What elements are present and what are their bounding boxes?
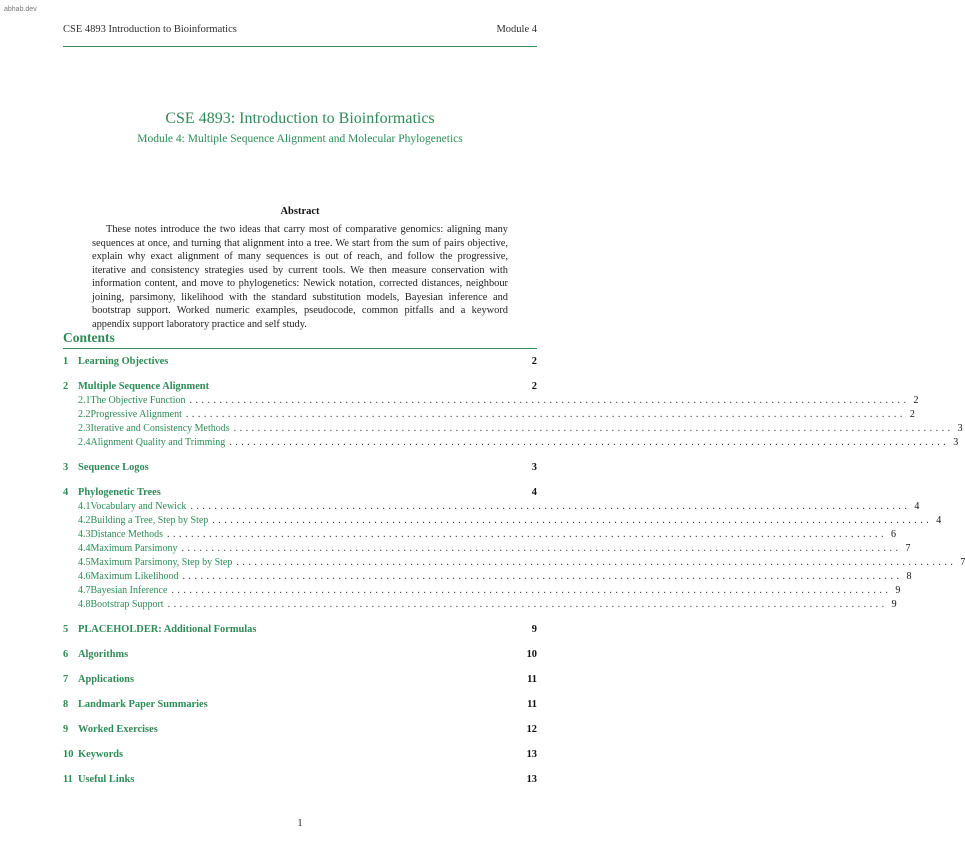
document-title: CSE 4893: Introduction to Bioinformatics — [165, 110, 435, 127]
toc-section-number: 6 — [63, 649, 69, 660]
toc-subsection-page[interactable]: 4 — [936, 515, 942, 526]
toc-subsection-2.4[interactable] — [63, 437, 959, 451]
toc-subsection-page[interactable]: 4 — [914, 501, 920, 512]
toc-section-label[interactable]: Keywords — [78, 749, 124, 760]
toc-dot-leader: ........................................................................................................................ — [212, 515, 933, 526]
toc-section-number: 5 — [63, 624, 69, 635]
toc-section-number: 9 — [63, 724, 69, 735]
toc-section-4[interactable] — [63, 487, 537, 501]
header-course-title: CSE 4893 Introduction to Bioinformatics — [63, 24, 237, 35]
toc-subsection-label[interactable]: Alignment Quality and Trimming — [90, 437, 226, 448]
toc-subsection-number: 4.7 — [78, 585, 91, 596]
document-subtitle: Module 4: Multiple Sequence Alignment and Molecular Phylogenetics — [137, 133, 463, 145]
toc-subsection-label[interactable]: Building a Tree, Step by Step — [90, 515, 209, 526]
toc-dot-leader: ........................................................................................................................ — [233, 423, 954, 434]
toc-section-number: 4 — [63, 487, 69, 498]
toc-dot-leader: ........................................................................................................................ — [190, 501, 911, 512]
toc-subsection-4.7[interactable] — [63, 585, 901, 599]
toc-subsection-2.1[interactable] — [63, 395, 919, 409]
header-rule — [63, 46, 537, 47]
toc-section-number: 3 — [63, 462, 69, 473]
toc-dot-leader: ........................................................................................................................ — [181, 543, 902, 554]
abstract-text: These notes introduce the two ideas that carry most of comparative genomics: aligning many sequences at once, and turning that alignment into a tree. We start from the sum of pairs objective, explain why exact alignment of many sequences is out of reach, and follow the progressive, iterative and consistency strategies used by current tools. We then measure conservation with information content, and move to phylogenetics: Newick notation, corrected distances, neighbour joining, parsimony, likelihood with the standard substitution models, Bayesian inference and bootstrap support. Worked numeric examples, pseudocode, common pitfalls and a keyword appendix support laboratory practice and self study. — [92, 224, 508, 330]
toc-subsection-page[interactable]: 8 — [906, 571, 912, 582]
toc-subsection-number: 4.3 — [78, 529, 91, 540]
toc-section-1[interactable] — [63, 356, 537, 370]
table-of-contents — [63, 356, 965, 788]
toc-section-page[interactable]: 11 — [527, 699, 537, 710]
toc-section-2[interactable] — [63, 381, 537, 395]
contents-heading: Contents — [63, 330, 115, 345]
toc-dot-leader: ........................................................................................................................ — [229, 437, 950, 448]
page-number: 1 — [297, 818, 303, 829]
toc-subsection-number: 4.5 — [78, 557, 91, 568]
toc-subsection-number: 4.8 — [78, 599, 91, 610]
toc-subsection-number: 4.6 — [78, 571, 91, 582]
toc-dot-leader: ........................................................................................................................ — [189, 395, 910, 406]
toc-subsection-4.8[interactable] — [63, 599, 897, 613]
toc-subsection-label[interactable]: Maximum Parsimony, Step by Step — [90, 557, 233, 568]
toc-section-page[interactable]: 10 — [526, 649, 537, 660]
toc-subsection-label[interactable]: The Objective Function — [90, 395, 186, 406]
toc-section-number: 8 — [63, 699, 69, 710]
toc-section-page[interactable]: 12 — [526, 724, 537, 735]
toc-section-label[interactable]: Worked Exercises — [78, 724, 158, 735]
toc-section-10[interactable] — [63, 749, 537, 763]
toc-section-7[interactable] — [63, 674, 537, 688]
toc-subsection-page[interactable]: 6 — [891, 529, 896, 540]
toc-subsection-label[interactable]: Vocabulary and Newick — [90, 501, 187, 512]
toc-subsection-number: 2.4 — [78, 437, 91, 448]
toc-subsection-4.4[interactable] — [63, 543, 911, 557]
toc-section-9[interactable] — [63, 724, 537, 738]
toc-subsection-label[interactable]: Bootstrap Support — [90, 599, 164, 610]
toc-section-label[interactable]: Phylogenetic Trees — [78, 487, 161, 498]
toc-subsection-number: 2.2 — [78, 409, 91, 420]
toc-dot-leader: ........................................................................................................................ — [171, 585, 892, 596]
toc-section-3[interactable] — [63, 462, 537, 476]
toc-section-number: 10 — [63, 749, 74, 760]
toc-subsection-page[interactable]: 3 — [957, 423, 963, 434]
toc-subsection-2.3[interactable] — [63, 423, 963, 437]
toc-section-label[interactable]: Applications — [78, 674, 135, 685]
toc-section-8[interactable] — [63, 699, 537, 713]
running-header — [63, 24, 537, 38]
toc-section-label[interactable]: Learning Objectives — [78, 356, 169, 367]
toc-subsection-label[interactable]: Maximum Likelihood — [90, 571, 179, 582]
toc-section-label[interactable]: Algorithms — [78, 649, 129, 660]
toc-subsection-page[interactable]: 7 — [960, 557, 965, 568]
toc-section-label[interactable]: Useful Links — [78, 774, 135, 785]
header-module: Module 4 — [496, 24, 537, 35]
watermark: abhab.dev — [4, 6, 37, 13]
toc-dot-leader: ........................................................................................................................ — [185, 409, 906, 420]
toc-section-number: 2 — [63, 381, 69, 392]
toc-section-number: 11 — [63, 774, 73, 785]
toc-section-page[interactable]: 9 — [531, 624, 537, 635]
toc-section-page[interactable]: 2 — [531, 381, 537, 392]
toc-subsection-page[interactable]: 2 — [913, 395, 919, 406]
toc-subsection-page[interactable]: 7 — [905, 543, 911, 554]
toc-subsection-4.3[interactable] — [63, 529, 896, 543]
contents-rule — [63, 348, 537, 349]
toc-section-page[interactable]: 2 — [531, 356, 537, 367]
toc-section-page[interactable]: 13 — [526, 749, 537, 760]
toc-dot-leader: ........................................................................................................................ — [167, 529, 887, 540]
toc-subsection-4.1[interactable] — [63, 501, 920, 515]
toc-subsection-label[interactable]: Progressive Alignment — [90, 409, 182, 420]
toc-subsection-page[interactable]: 3 — [953, 437, 959, 448]
toc-subsection-2.2[interactable] — [63, 409, 915, 423]
toc-section-label[interactable]: Sequence Logos — [78, 462, 149, 473]
toc-section-5[interactable] — [63, 624, 537, 638]
toc-dot-leader: ........................................................................................................................ — [167, 599, 888, 610]
toc-subsection-page[interactable]: 9 — [895, 585, 901, 596]
toc-section-page[interactable]: 3 — [531, 462, 537, 473]
toc-dot-leader: ........................................................................................................................ — [236, 557, 957, 568]
toc-section-6[interactable] — [63, 649, 537, 663]
toc-section-page[interactable]: 11 — [527, 674, 537, 685]
toc-section-label[interactable]: PLACEHOLDER: Additional Formulas — [78, 624, 257, 635]
toc-section-page[interactable]: 13 — [526, 774, 537, 785]
toc-section-11[interactable] — [63, 774, 537, 788]
toc-section-number: 7 — [63, 674, 69, 685]
toc-subsection-4.6[interactable] — [63, 571, 912, 585]
toc-section-label[interactable]: Landmark Paper Summaries — [78, 699, 208, 710]
toc-subsection-number: 4.4 — [78, 543, 91, 554]
toc-section-number: 1 — [63, 356, 69, 367]
toc-subsection-label[interactable]: Iterative and Consistency Methods — [90, 423, 230, 434]
toc-subsection-number: 2.1 — [78, 395, 91, 406]
toc-section-page[interactable]: 4 — [531, 487, 537, 498]
toc-subsection-page[interactable]: 9 — [891, 599, 897, 610]
toc-subsection-page[interactable]: 2 — [909, 409, 915, 420]
toc-subsection-4.5[interactable] — [63, 557, 965, 571]
toc-subsection-number: 2.3 — [78, 423, 91, 434]
toc-subsection-label[interactable]: Bayesian Inference — [90, 585, 168, 596]
abstract-heading: Abstract — [280, 206, 320, 217]
toc-subsection-number: 4.2 — [78, 515, 91, 526]
toc-dot-leader: ........................................................................................................................ — [182, 571, 903, 582]
toc-subsection-4.2[interactable] — [63, 515, 942, 529]
toc-subsection-number: 4.1 — [78, 501, 91, 512]
toc-subsection-label[interactable]: Maximum Parsimony — [90, 543, 178, 554]
toc-subsection-label[interactable]: Distance Methods — [90, 529, 163, 540]
toc-section-label[interactable]: Multiple Sequence Alignment — [78, 381, 210, 392]
